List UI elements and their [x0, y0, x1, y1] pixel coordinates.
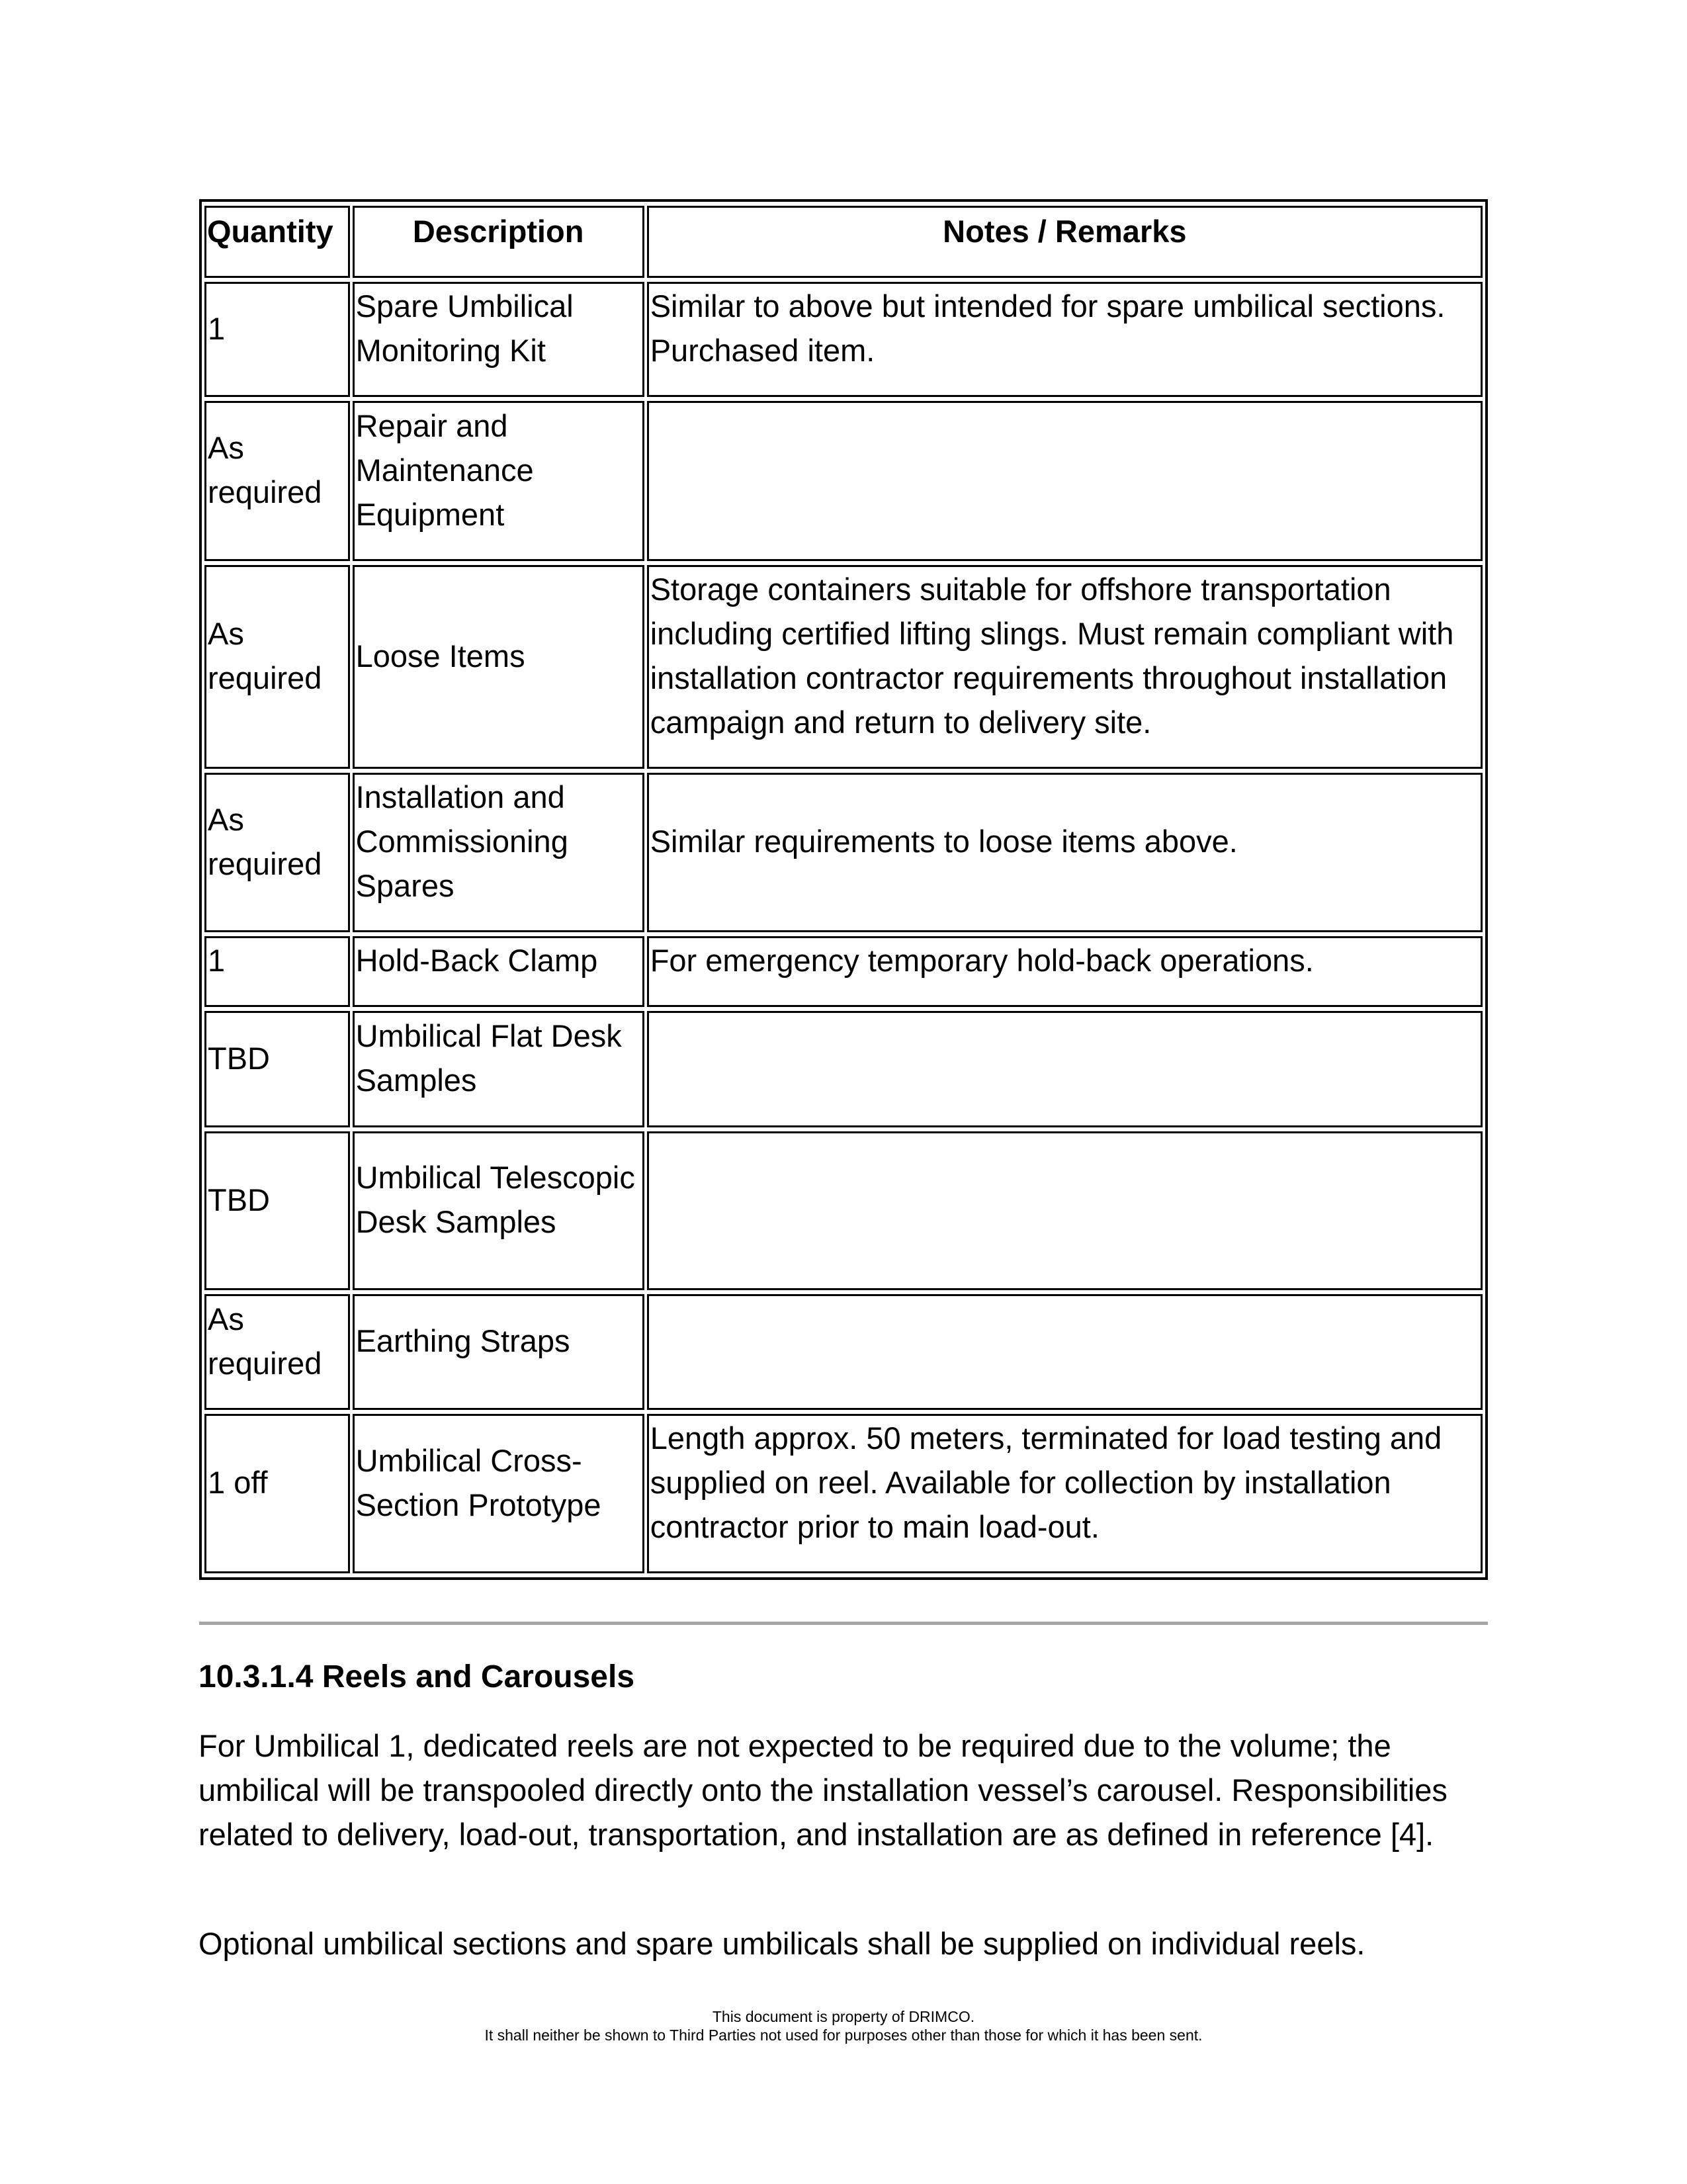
notes-cell: Similar requirements to loose items above.	[647, 773, 1483, 932]
notes-cell	[647, 1131, 1483, 1290]
table-row	[204, 565, 1483, 769]
column-header-quantity: Quantity	[204, 206, 350, 278]
description-cell: Hold-Back Clamp	[353, 936, 644, 1007]
quantity-cell: As required	[204, 565, 350, 769]
description-cell: Earthing Straps	[353, 1294, 644, 1410]
body-paragraph: Optional umbilical sections and spare umbilicals shall be supplied on individual reels.	[198, 1926, 1365, 1961]
footer-confidentiality-line: It shall neither be shown to Third Parties not used for purposes other than those for which it has been sent.	[484, 2027, 1203, 2044]
table-row	[204, 773, 1483, 932]
notes-cell	[647, 1294, 1483, 1410]
description-cell: Installation and Commissioning Spares	[353, 773, 644, 932]
description-cell: Loose Items	[353, 565, 644, 769]
quantity-cell: 1	[204, 282, 350, 397]
table-header-row	[204, 206, 1483, 278]
description-cell: Umbilical Cross-Section Prototype	[353, 1414, 644, 1573]
quantity-cell: As required	[204, 773, 350, 932]
description-cell: Repair and Maintenance Equipment	[353, 401, 644, 561]
table-row	[204, 282, 1483, 397]
notes-cell: Similar to above but intended for spare umbilical sections. Purchased item.	[647, 282, 1483, 397]
section-heading: 10.3.1.4 Reels and Carousels	[198, 1659, 635, 1694]
description-cell: Umbilical Telescopic Desk Samples	[353, 1131, 644, 1290]
quantity-cell: 1	[204, 936, 350, 1007]
quantity-cell: As required	[204, 1294, 350, 1410]
notes-cell: For emergency temporary hold-back operations.	[647, 936, 1483, 1007]
quantity-cell: 1 off	[204, 1414, 350, 1573]
column-header-description: Description	[353, 206, 644, 278]
table-row	[204, 401, 1483, 561]
quantity-cell: As required	[204, 401, 350, 561]
body-paragraph: For Umbilical 1, dedicated reels are not expected to be required due to the volume; the umbilical will be transpooled directly onto the installation vessel’s carousel. Responsibilities related to delivery, load-out, transportation, and installation are as defined in reference [4].	[198, 1728, 1448, 1852]
description-cell: Spare Umbilical Monitoring Kit	[353, 282, 644, 397]
notes-cell	[647, 401, 1483, 561]
section-divider	[199, 1622, 1488, 1625]
table-row	[204, 936, 1483, 1007]
table-row	[204, 1011, 1483, 1127]
deliverables-table	[199, 199, 1488, 1580]
table-row	[204, 1414, 1483, 1573]
page-footer	[0, 2007, 1687, 2044]
quantity-cell: TBD	[204, 1011, 350, 1127]
notes-cell: Length approx. 50 meters, terminated for load testing and supplied on reel. Available for collection by installation contractor prior to main load-out.	[647, 1414, 1483, 1573]
table-row	[204, 1131, 1483, 1290]
table-row	[204, 1294, 1483, 1410]
description-cell: Umbilical Flat Desk Samples	[353, 1011, 644, 1127]
footer-ownership-line: This document is property of DRIMCO.	[712, 2008, 975, 2025]
column-header-notes: Notes / Remarks	[647, 206, 1483, 278]
notes-cell	[647, 1011, 1483, 1127]
notes-cell: Storage containers suitable for offshore transportation including certified lifting slings. Must remain compliant with installation contractor requirements throughout installation campaign and return to delivery site.	[647, 565, 1483, 769]
quantity-cell: TBD	[204, 1131, 350, 1290]
